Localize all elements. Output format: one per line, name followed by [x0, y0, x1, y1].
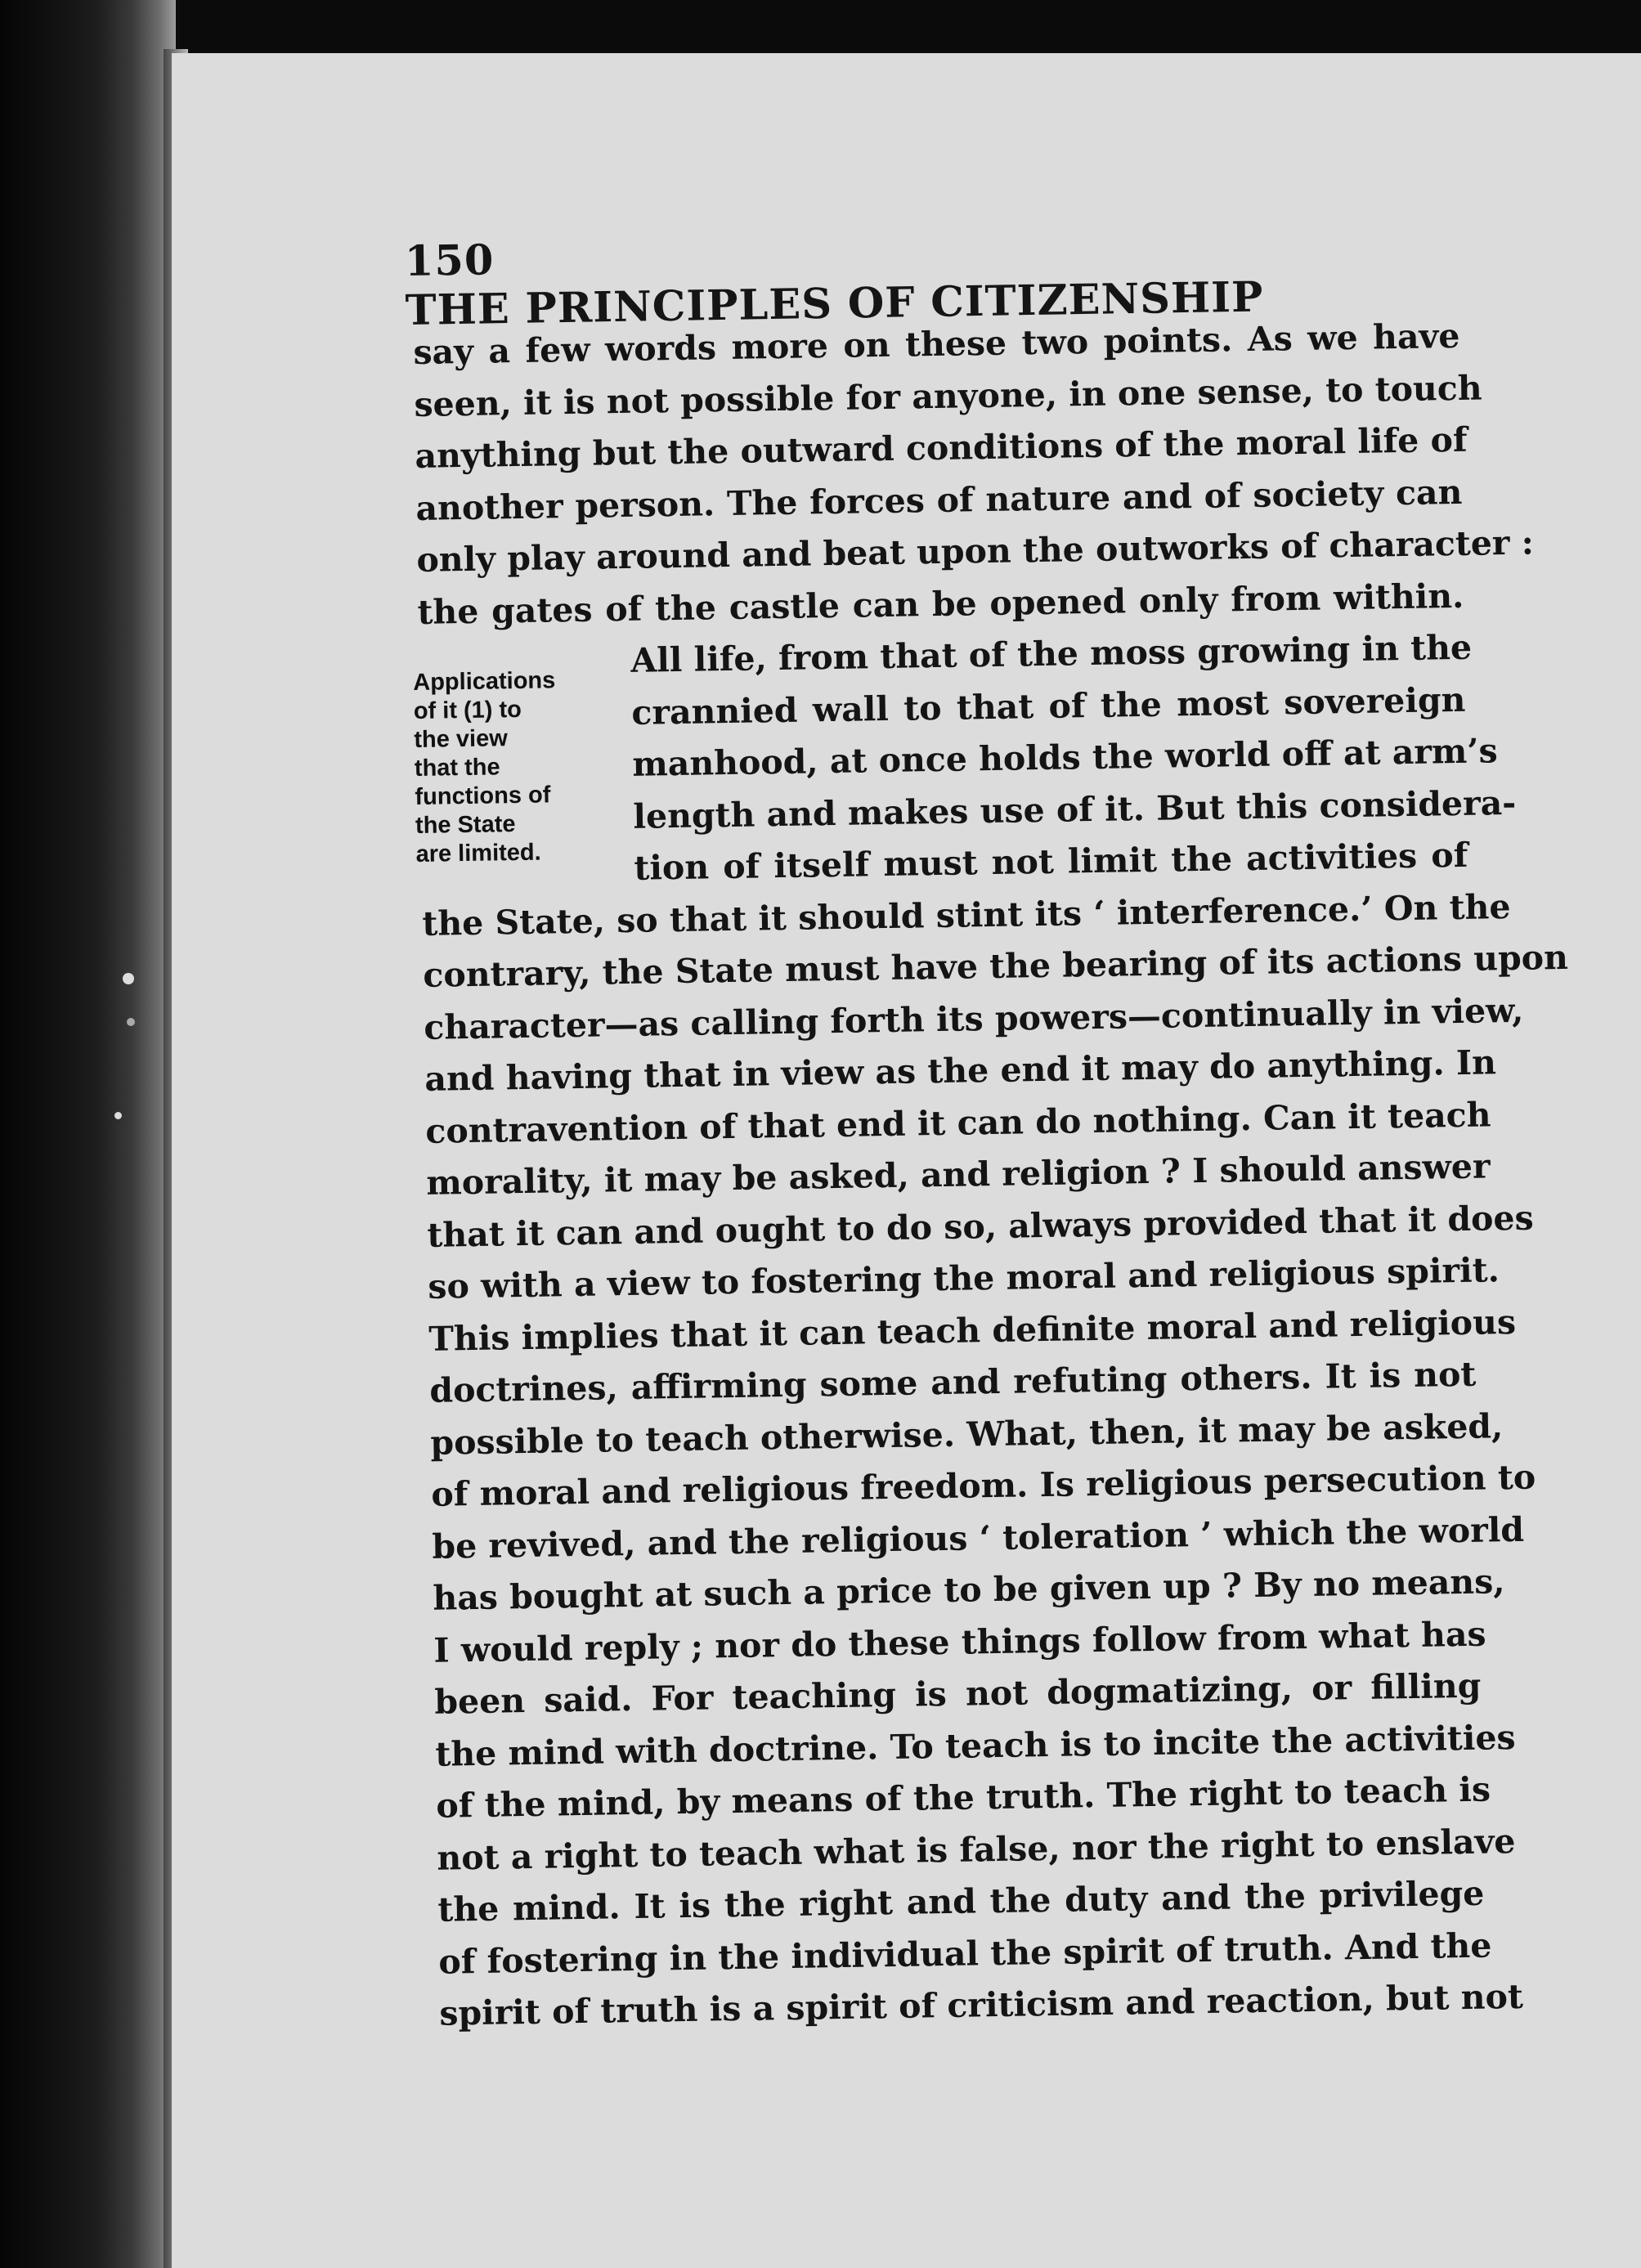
text-line: say a few words more on these two points. As we have — [413, 316, 1460, 372]
text-line: character—as calling forth its powers—continually in view, — [424, 990, 1524, 1047]
text-line: not a right to teach what is false, nor the right to enslave — [437, 1821, 1516, 1878]
text-line: doctrines, affirming some and refuting others. It is not — [429, 1354, 1477, 1410]
text-line: been said. For teaching is not dogmatizing, or filling — [434, 1665, 1482, 1722]
text-line: the State, so that it should stint its ‘ interference.’ On the — [422, 886, 1511, 944]
text-line: be revived, and the religious ‘ toleration ’ which the world — [432, 1509, 1525, 1567]
margin-note-line: the view — [414, 725, 509, 753]
text-line: possible to teach otherwise. What, then, it may be asked, — [430, 1405, 1504, 1463]
running-head — [404, 223, 1304, 335]
scan-binding-shadow — [0, 0, 176, 2268]
text-line: and having that in view as the end it may do anything. In — [424, 1042, 1497, 1099]
page-title: THE PRINCIPLES OF CITIZENSHIP — [405, 272, 1264, 335]
text-line: anything but the outward conditions of the moral life of — [415, 419, 1468, 476]
text-line: crannied wall to that of the most sovereign — [631, 679, 1466, 733]
text-line: length and makes use of it. But this considera- — [633, 782, 1517, 836]
text-line: I would reply ; nor do these things follow from what has — [433, 1614, 1486, 1670]
text-line: has bought at such a price to be given up ? By no means, — [433, 1562, 1505, 1618]
binding-speck — [123, 973, 134, 984]
text-line: the mind. It is the right and the duty and the privilege — [437, 1873, 1485, 1930]
page-number: 150 — [404, 235, 495, 286]
text-line: All life, from that of the moss growing in the — [630, 627, 1473, 680]
margin-note-line: Applications — [413, 667, 556, 696]
text-line: of fostering in the individual the spirit of truth. And the — [438, 1925, 1492, 1982]
body-text — [413, 311, 1569, 2040]
text-line: of the mind, by means of the truth. The right to teach is — [436, 1769, 1491, 1826]
text-line: contravention of that end it can do nothing. Can it teach — [425, 1094, 1491, 1151]
margin-note-line: the State — [415, 811, 516, 839]
text-line: the gates of the castle can be opened only from within. — [417, 576, 1464, 632]
binding-speck — [114, 1112, 122, 1119]
margin-note-line: functions of — [415, 782, 551, 810]
margin-note-line: of it (1) to — [413, 696, 522, 724]
text-line: tion of itself must not limit the activities of — [634, 835, 1468, 888]
text-line: spirit of truth is a spirit of criticism and reaction, but not — [439, 1976, 1524, 2033]
text-line: only play around and beat upon the outworks of character : — [416, 522, 1535, 580]
text-line: seen, it is not possible for anyone, in one sense, to touch — [414, 367, 1482, 424]
binding-speck — [127, 1018, 135, 1026]
text-line: that it can and ought to do so, always provided that it does — [427, 1198, 1534, 1255]
text-line: of moral and religious freedom. Is religious persecution to — [431, 1457, 1536, 1514]
text-line: This implies that it can teach definite moral and religious — [428, 1302, 1517, 1359]
text-line: so with a view to fostering the moral and religious spirit. — [428, 1250, 1500, 1307]
text-line: contrary, the State must have the bearing of its actions upon — [423, 937, 1569, 995]
margin-note-line: that the — [414, 754, 500, 782]
text-line: manhood, at once holds the world off at arm’s — [632, 731, 1498, 784]
margin-note-line: are limited. — [415, 839, 541, 867]
text-line: another person. The forces of nature and of society can — [415, 472, 1463, 528]
text-line: the mind with doctrine. To teach is to incite the activities — [435, 1717, 1516, 1774]
text-line: morality, it may be asked, and religion ? I should answer — [426, 1146, 1491, 1203]
